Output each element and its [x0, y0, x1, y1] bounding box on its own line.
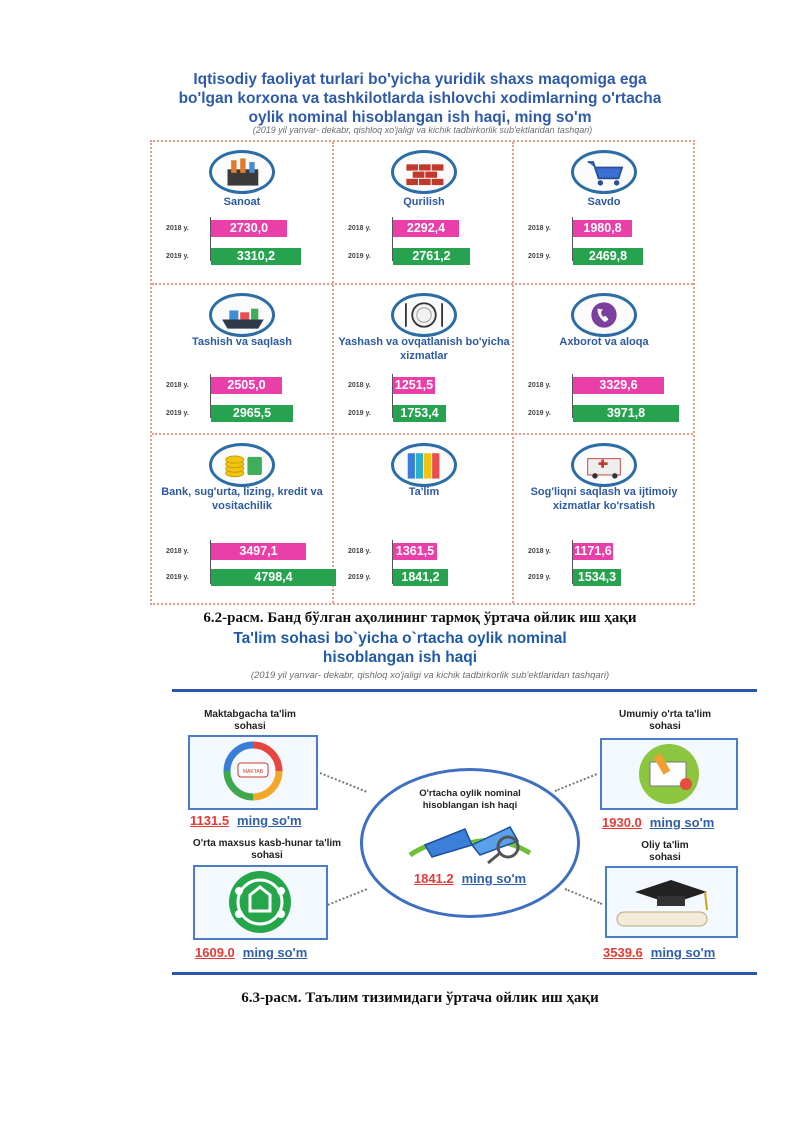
sector-name: Sanoat: [223, 196, 261, 208]
sector-panel: [152, 435, 332, 587]
general-secondary-label: Umumiy o'rta ta'lim sohasi: [619, 709, 711, 732]
bar-2019: 3310,2: [211, 248, 301, 265]
vocational-icon: [195, 867, 326, 938]
bar-2018: 3329,6: [573, 377, 664, 394]
higher-education-value: 3539.6: [603, 945, 643, 960]
year-label: 2019 y.: [348, 253, 371, 260]
year-label: 2018 y.: [166, 382, 189, 389]
sector-panel: [514, 285, 694, 437]
bar-2019: 1534,3: [573, 569, 621, 586]
bar-2018: 1980,8: [573, 220, 632, 237]
year-label: 2018 y.: [348, 225, 371, 232]
preschool-unit: ming so'm: [237, 813, 302, 828]
sector-panel: [334, 435, 514, 587]
coins-icon: [209, 443, 275, 487]
higher-education-unit: ming so'm: [650, 945, 716, 960]
higher-education-label: Oliy ta'lim sohasi: [641, 840, 689, 863]
vocational-unit: ming so'm: [242, 945, 308, 960]
year-label: 2018 y.: [528, 548, 551, 555]
bar-2019: 2965,5: [211, 405, 293, 422]
connector: [555, 773, 597, 792]
general-secondary-unit: ming so'm: [649, 815, 715, 830]
shopping-cart-icon: [571, 150, 637, 194]
books-icon: [391, 443, 457, 487]
sector-name: Axborot va aloqa: [559, 336, 649, 348]
sector-name: Sog'liqni saqlash va ijtimoiy xizmatlar ko'rsatish: [530, 486, 678, 512]
fig1-title-line-3: oylik nominal hisoblangan ish haqi, ming so'm: [248, 109, 592, 126]
connector: [325, 888, 367, 907]
preschool-value: 1131.5: [190, 813, 230, 828]
year-label: 2018 y.: [348, 382, 371, 389]
sector-panel: [334, 142, 514, 294]
sector-panel: [514, 142, 694, 294]
sector-name: Savdo: [587, 196, 621, 208]
bar-2018: 2505,0: [211, 377, 282, 394]
center-unit: ming so'm: [461, 871, 527, 886]
fig2-subtitle: (2019 yil yanvar- dekabr, qishloq xo'jaligi va kichik tadbirkorlik sub'ektlaridan tashqari): [250, 670, 610, 681]
year-label: 2019 y.: [348, 574, 371, 581]
connector: [565, 888, 603, 905]
fig1-title-line-1: Iqtisodiy faoliyat turlari bo'yicha yuridik shaxs maqomiga ega: [193, 71, 647, 88]
sector-name: Tashish va saqlash: [191, 336, 293, 348]
bar-2019: 2469,8: [573, 248, 643, 265]
bar-2019: 1841,2: [393, 569, 448, 586]
figure-6-3-caption: 6.3-расм. Таълим тизимидаги ўртача ойлик иш ҳақи: [241, 990, 599, 1006]
year-label: 2018 y.: [166, 548, 189, 555]
fig1-title-line-2: bo'lgan korxona va tashkilotlarda ishlovchi xodimlarning o'rtacha: [178, 90, 662, 107]
connector: [320, 772, 367, 793]
phone-icon: [571, 293, 637, 337]
graduation-cap-icon: [607, 868, 736, 936]
open-book-icon: [400, 815, 540, 865]
bar-2018: 1361,5: [393, 543, 437, 560]
year-label: 2019 y.: [166, 410, 189, 417]
svg-text:MAKTAB: MAKTAB: [242, 769, 264, 775]
center-label: O'rtacha oylik nominal hisoblangan ish haqi: [419, 788, 521, 811]
preschool-box: [188, 735, 318, 810]
preschool-label: Maktabgacha ta'lim sohasi: [204, 709, 296, 732]
sector-panel: [334, 285, 514, 437]
sector-name: Yashash va ovqatlanish bo'yicha xizmatlar: [338, 336, 510, 362]
vocational-box: [193, 865, 328, 940]
bricks-icon: [391, 150, 457, 194]
sector-panel: [514, 435, 694, 587]
sector-panel: [152, 142, 332, 294]
fig2-title-line-1: Ta'lim sohasi bo`yicha o`rtacha oylik nominal: [233, 630, 567, 647]
bottom-rule: [172, 972, 757, 975]
higher-education-box: [605, 866, 738, 938]
bar-2018: 3497,1: [211, 543, 306, 560]
school-supplies-icon: [602, 740, 736, 808]
bar-2018: 2292,4: [393, 220, 459, 237]
bar-2019: 1753,4: [393, 405, 446, 422]
sector-panel: [152, 285, 332, 437]
figure-6-2-caption: 6.2-расм. Банд бўлган аҳолининг тармоқ ўртача ойлик иш ҳақи: [203, 610, 637, 626]
bar-2018: 2730,0: [211, 220, 287, 237]
top-rule: [172, 689, 757, 692]
year-label: 2018 y.: [528, 382, 551, 389]
bar-2018: 1171,6: [574, 544, 612, 558]
sector-name: Ta'lim: [408, 486, 440, 498]
year-label: 2019 y.: [348, 410, 371, 417]
bar-2019: 3971,8: [573, 405, 679, 422]
center-value: 1841.2: [413, 871, 454, 886]
general-secondary-box: [600, 738, 738, 810]
bar-2019: 2761,2: [393, 248, 470, 265]
plate-cutlery-icon: [391, 293, 457, 337]
year-label: 2019 y.: [528, 253, 551, 260]
factory-icon: [209, 150, 275, 194]
vocational-label: O'rta maxsus kasb-hunar ta'lim sohasi: [192, 838, 342, 861]
ambulance-icon: [571, 443, 637, 487]
ship-icon: [209, 293, 275, 337]
children-circle-icon: [190, 737, 316, 808]
sector-name: Qurilish: [403, 196, 445, 208]
bar-2018: 1251,5: [394, 378, 434, 392]
year-label: 2019 y.: [166, 253, 189, 260]
year-label: 2018 y.: [166, 225, 189, 232]
year-label: 2018 y.: [528, 225, 551, 232]
year-label: 2019 y.: [166, 574, 189, 581]
sector-name: Bank, sug'urta, lizing, kredit va vositachilik: [161, 486, 323, 512]
vocational-value: 1609.0: [195, 945, 235, 960]
fig1-subtitle: (2019 yil yanvar- dekabr, qishloq xo'jaligi va kichik tadbirkorlik sub'ektlaridan tashqari): [252, 125, 593, 135]
general-secondary-value: 1930.0: [602, 815, 642, 830]
fig2-title-line-2: hisoblangan ish haqi: [322, 649, 478, 666]
year-label: 2019 y.: [528, 574, 551, 581]
year-label: 2018 y.: [348, 548, 371, 555]
year-label: 2019 y.: [528, 410, 551, 417]
bar-2019: 4798,4: [211, 569, 336, 586]
